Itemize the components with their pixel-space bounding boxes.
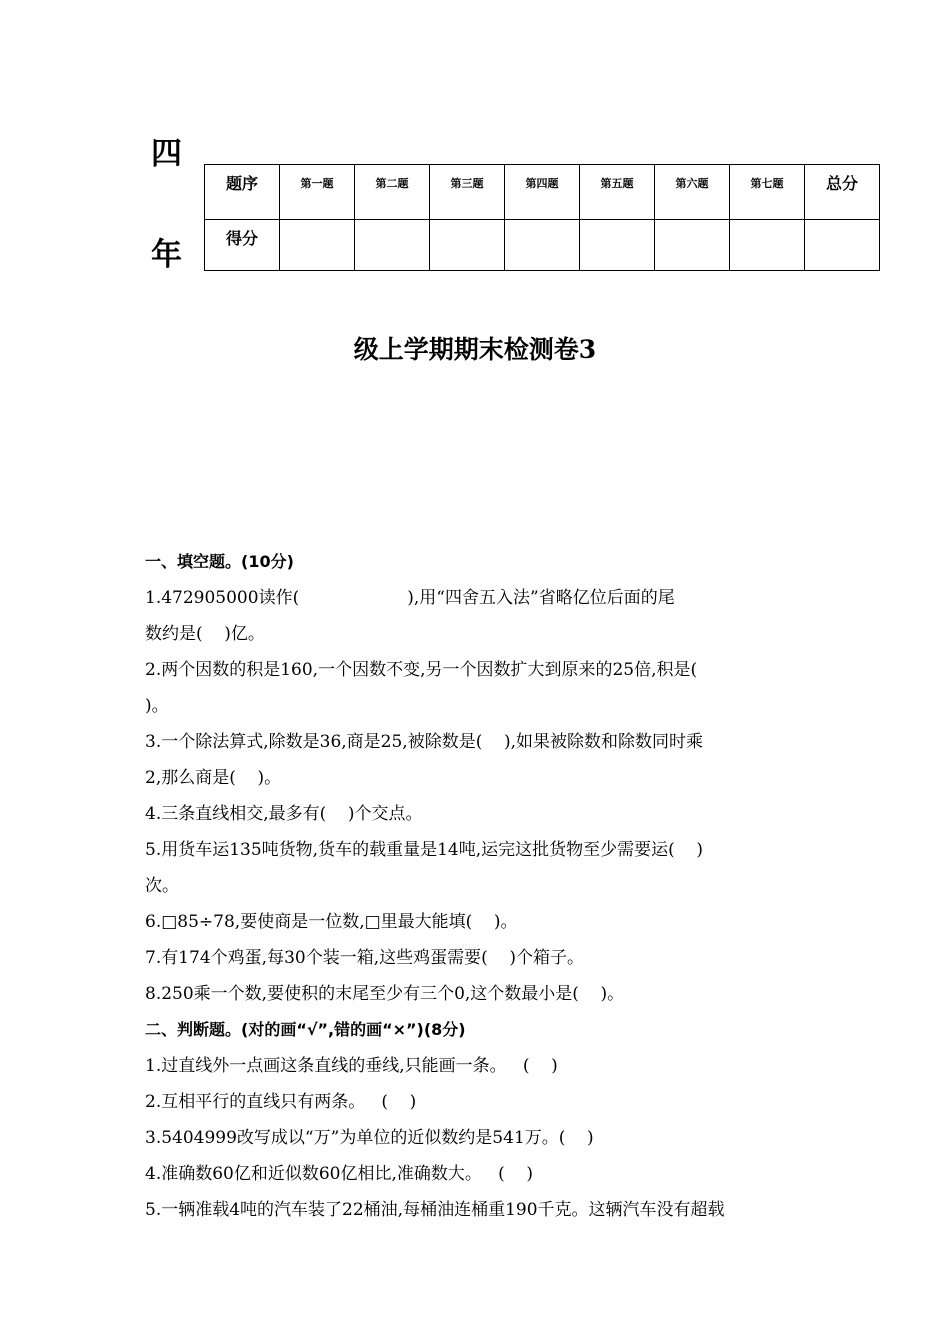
question-line: 数约是( )亿。 bbox=[145, 624, 265, 644]
question-body bbox=[145, 544, 815, 1228]
question-line: 5.用货车运135吨货物,货车的载重量是14吨,运完这批货物至少需要运( ) bbox=[145, 840, 703, 860]
question-line: 1.472905000读作( ),用“四舍五入法”省略亿位后面的尾 bbox=[145, 588, 675, 608]
score-cell bbox=[430, 220, 505, 271]
question-line: 4.三条直线相交,最多有( )个交点。 bbox=[145, 804, 423, 824]
question-line: 6.□85÷78,要使商是一位数,□里最大能填( )。 bbox=[145, 912, 518, 932]
side-char-si: 四 bbox=[151, 136, 182, 172]
question-line: 3.一个除法算式,除数是36,商是25,被除数是( ),如果被除数和除数同时乘 bbox=[145, 732, 703, 752]
score-cell bbox=[805, 220, 880, 271]
question-line: 3.5404999改写成以“万”为单位的近似数约是541万。( ) bbox=[145, 1128, 594, 1148]
side-char-nian: 年 bbox=[151, 237, 182, 273]
score-cell bbox=[655, 220, 730, 271]
score-table-score-row bbox=[205, 220, 880, 271]
question-line: 次。 bbox=[145, 876, 179, 896]
score-header-cell: 第四题 bbox=[505, 165, 580, 220]
question-line: 8.250乘一个数,要使积的末尾至少有三个0,这个数最小是( )。 bbox=[145, 984, 625, 1004]
score-table bbox=[204, 164, 880, 271]
score-cell bbox=[730, 220, 805, 271]
score-header-cell: 第三题 bbox=[430, 165, 505, 220]
question-line: 2,那么商是( )。 bbox=[145, 768, 282, 788]
section-heading: 一、填空题。(10分) bbox=[145, 552, 294, 571]
score-header-cell: 第一题 bbox=[280, 165, 355, 220]
score-header-cell: 第七题 bbox=[730, 165, 805, 220]
question-line: 5.一辆准载4吨的汽车装了22桶油,每桶油连桶重190千克。这辆汽车没有超载 bbox=[145, 1200, 725, 1220]
score-cell bbox=[505, 220, 580, 271]
score-table-header-row bbox=[205, 165, 880, 220]
section-heading: 二、判断题。(对的画“√”,错的画“×”)(8分) bbox=[145, 1020, 466, 1039]
score-header-cell: 第五题 bbox=[580, 165, 655, 220]
question-line: 2.互相平行的直线只有两条。 ( ) bbox=[145, 1092, 417, 1112]
score-cell bbox=[580, 220, 655, 271]
score-header-cell: 第二题 bbox=[355, 165, 430, 220]
question-line: 1.过直线外一点画这条直线的垂线,只能画一条。 ( ) bbox=[145, 1056, 558, 1076]
question-line: )。 bbox=[145, 696, 169, 716]
question-line: 7.有174个鸡蛋,每30个装一箱,这些鸡蛋需要( )个箱子。 bbox=[145, 948, 584, 968]
score-cell bbox=[355, 220, 430, 271]
score-header-cell: 总分 bbox=[805, 165, 880, 220]
page-title: 级上学期期末检测卷3 bbox=[353, 335, 597, 364]
score-row-label: 得分 bbox=[205, 220, 280, 271]
score-cell bbox=[280, 220, 355, 271]
score-header-cell: 题序 bbox=[205, 165, 280, 220]
question-line: 2.两个因数的积是160,一个因数不变,另一个因数扩大到原来的25倍,积是( bbox=[145, 660, 698, 680]
score-header-cell: 第六题 bbox=[655, 165, 730, 220]
question-line: 4.准确数60亿和近似数60亿相比,准确数大。 ( ) bbox=[145, 1164, 533, 1184]
